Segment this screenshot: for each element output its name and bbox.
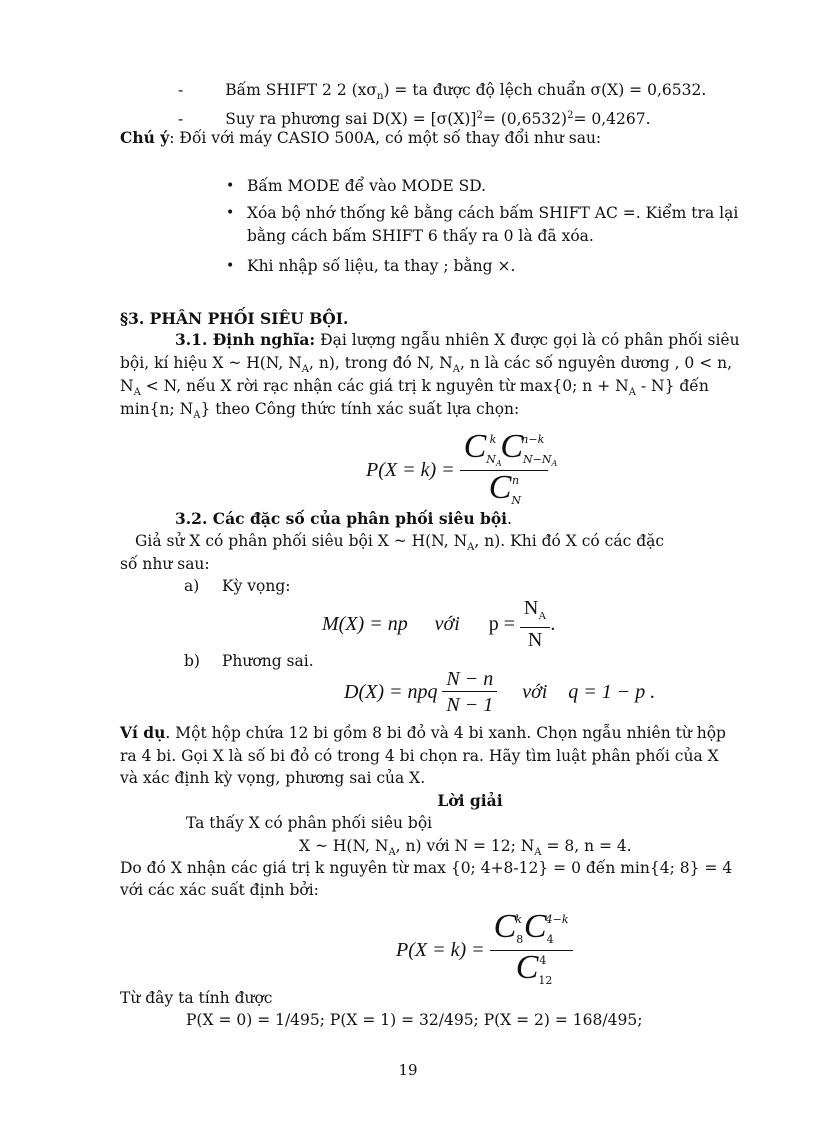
definition-label: 3.1. Định nghĩa:: [175, 330, 316, 349]
formula-expectation: M(X) = np với p = $\frac{N_A}{N}$ .: [322, 597, 556, 651]
definition-line-2: bội, kí hiệu X ~ H(N, $N_A$, n), trong đó N, $N_A$, n là các số nguyên dương , 0 < n,: [120, 354, 733, 376]
solution-line-1: Ta thấy X có phân phối siêu bội: [186, 814, 433, 832]
formula-fraction: $\frac{N - n}{N - 1}$: [442, 667, 497, 718]
solution-line-3: Do đó X nhận các giá trị k nguyên từ max {0; 4+8-12} = 0 đến min{4; 8} = 4: [120, 859, 733, 877]
formula-variance: D(X) = npq $\frac{N - n}{N - 1}$ với q = 1 − p .: [344, 668, 656, 716]
instruction-line-2: - Suy ra phương sai $D(X) = [\sigma(X)]^2= (0,6532)^2= 0,4267$.: [178, 110, 651, 129]
assumption-line-1: Giả sử X có phân phối siêu bội X ~ H(N, $N_A$, n). Khi đó X có các đặc: [135, 532, 665, 554]
solution-line-4: với các xác suất định bởi:: [120, 881, 319, 899]
example-line-3: và xác định kỳ vọng, phương sai của X.: [120, 769, 426, 787]
example-line-1: Ví dụ. Một hộp chứa 12 bi gồm 8 bi đỏ và 4 bi xanh. Chọn ngẫu nhiên từ hộp: [120, 723, 726, 742]
solution-title: Lời giải: [437, 791, 503, 810]
note-label: Chú ý: [120, 128, 170, 147]
item-b-label: b): [184, 652, 200, 670]
solution-line-5: Từ đây ta tính được: [120, 989, 273, 1007]
item-a-text: Kỳ vọng:: [222, 577, 291, 595]
bullet-item-3: Khi nhập số liệu, ta thay ; bằng ×.: [247, 257, 516, 275]
page-number: 19: [398, 1061, 418, 1079]
definition-line-4: min{n; $N_A$} theo Công thức tính xác suất lựa chọn:: [120, 400, 520, 422]
bullet-icon: •: [226, 205, 235, 221]
item-a-label: a): [184, 577, 200, 595]
note-paragraph: Chú ý: Đối với máy CASIO 500A, có một số thay đổi như sau:: [120, 128, 602, 147]
instruction-line-1: - Bấm SHIFT 2 2 $(x\sigma_n)$ = ta được độ lệch chuẩn σ(X) = 0,6532.: [178, 81, 707, 103]
bullet-item-2b: bằng cách bấm SHIFT 6 thấy ra 0 là đã xóa.: [247, 227, 594, 245]
dash-marker: -: [178, 81, 184, 99]
formula-example-pmf: P(X = k) = $\frac{C_8^kC_4^{4-k}}{C_{12}^4}$: [396, 910, 573, 991]
formula-fraction: $\frac{N_A}{N}$: [520, 597, 550, 652]
bullet-item-1: Bấm MODE để vào MODE SD.: [247, 177, 487, 195]
example-line-2: ra 4 bi. Gọi X là số bi đỏ có trong 4 bi chọn ra. Hãy tìm luật phân phối của X: [120, 747, 719, 765]
section-title: §3. PHÂN PHỐI SIÊU BỘI.: [120, 309, 349, 328]
item-b-text: Phương sai.: [222, 652, 314, 670]
example-label: Ví dụ: [120, 723, 166, 742]
solution-line-2: X ~ H(N, $N_A$, n) với N = 12; $N_A = 8$, n = 4.: [299, 837, 632, 859]
formula-fraction: $\frac{C_8^kC_4^{4-k}}{C_{12}^4}$: [490, 910, 573, 991]
assumption-line-2: số như sau:: [120, 555, 210, 573]
definition-line-1: 3.1. Định nghĩa: Đại lượng ngẫu nhiên X được gọi là có phân phối siêu: [175, 330, 740, 349]
bullet-icon: •: [226, 178, 235, 194]
definition-line-3: $N_A < N$, nếu X rời rạc nhận các giá trị k nguyên từ max{0; $n + N_A - N$} đến: [120, 377, 709, 399]
bullet-icon: •: [226, 258, 235, 274]
bullet-item-2a: Xóa bộ nhớ thống kê bằng cách bấm SHIFT AC =. Kiểm tra lại: [247, 204, 739, 222]
formula-hypergeometric: P(X = k) = $\frac{C_{NA}^k C_{N-NA}^{n-k}}{C_N^n}$: [366, 430, 548, 511]
dash-marker: -: [178, 110, 184, 129]
subsection-title: 3.2. Các đặc số của phân phối siêu bội.: [175, 509, 512, 528]
solution-line-6: P(X = 0) = 1/495; P(X = 1) = 32/495; P(X = 2) = 168/495;: [186, 1011, 643, 1029]
formula-fraction: $\frac{C_{NA}^k C_{N-NA}^{n-k}}{C_N^n}$: [460, 430, 549, 511]
